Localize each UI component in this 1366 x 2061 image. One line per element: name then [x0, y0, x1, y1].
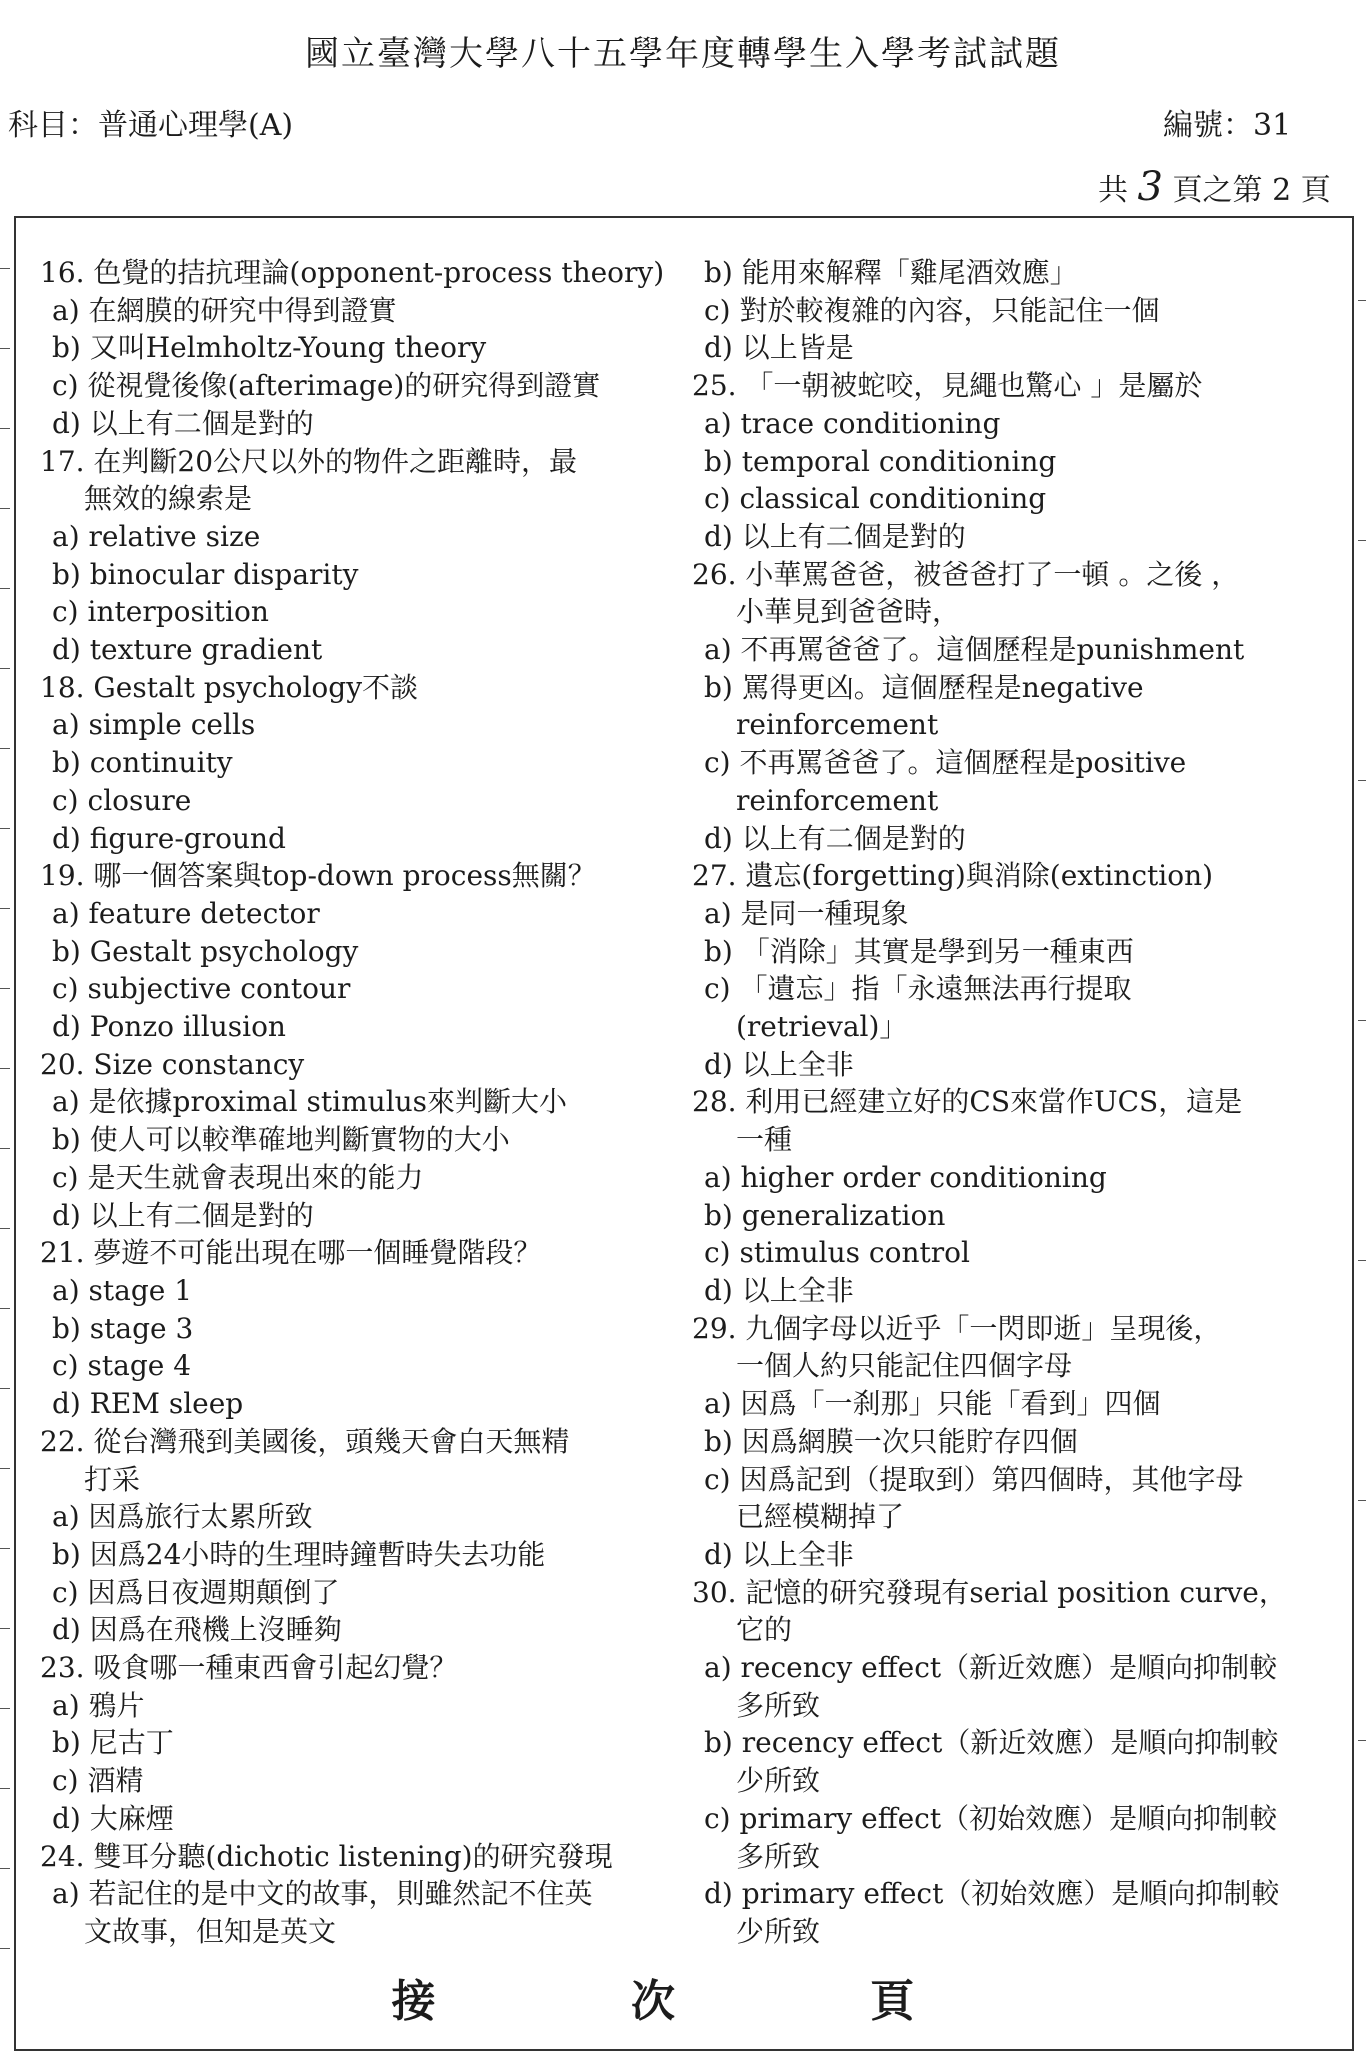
margin-tick — [0, 428, 10, 429]
option: c) 不再罵爸爸了。這個歷程是positive — [704, 746, 1187, 780]
option: b) 又叫Helmholtz-Young theory — [52, 331, 487, 365]
option: c) closure — [52, 783, 192, 817]
right-column — [692, 254, 1332, 1951]
option-continuation: reinforcement — [736, 708, 939, 742]
option: d) 因爲在飛機上沒睡夠 — [52, 1613, 342, 1647]
option: d) REM sleep — [52, 1387, 244, 1421]
option: b) 尼古丁 — [52, 1726, 174, 1760]
margin-tick — [0, 1628, 10, 1629]
margin-tick — [0, 1308, 10, 1309]
option: c) subjective contour — [52, 972, 351, 1006]
question-22: 22. 從台灣飛到美國後，頭幾天會白天無精 — [40, 1424, 570, 1458]
margin-tick — [0, 748, 10, 749]
question-18: 18. Gestalt psychology不談 — [40, 670, 419, 704]
option: c) stimulus control — [704, 1236, 970, 1270]
option: b) temporal conditioning — [704, 444, 1057, 478]
option-continuation: 多所致 — [736, 1839, 821, 1873]
option: b) 「消除」其實是學到另一種東西 — [704, 934, 1134, 968]
margin-tick — [0, 1948, 10, 1949]
option: d) 以上有二個是對的 — [704, 821, 966, 855]
option: b) 罵得更凶。這個歷程是negative — [704, 670, 1144, 704]
option: d) 以上有二個是對的 — [52, 406, 314, 440]
page-info — [1098, 164, 1331, 210]
margin-tick — [1358, 540, 1366, 541]
margin-tick — [0, 908, 10, 909]
option: b) continuity — [52, 746, 233, 780]
option: a) 不再罵爸爸了。這個歷程是punishment — [704, 633, 1245, 667]
option: a) 因爲旅行太累所致 — [52, 1500, 313, 1534]
continued-next-page: 接 次 頁 — [391, 1976, 975, 2027]
option: a) recency effect（新近效應）是順向抑制較 — [704, 1651, 1278, 1685]
option: d) 以上全非 — [704, 1537, 854, 1571]
margin-tick — [1358, 1020, 1366, 1021]
option: d) 以上皆是 — [704, 331, 854, 365]
option: a) relative size — [52, 519, 261, 553]
option-continuation: 已經模糊掉了 — [736, 1500, 905, 1534]
option: c) 對於較複雜的內容，只能記住一個 — [704, 293, 1160, 327]
question-20: 20. Size constancy — [40, 1047, 305, 1081]
option: c) primary effect（初始效應）是順向抑制較 — [704, 1801, 1278, 1835]
option: b) 能用來解釋「雞尾酒效應」 — [704, 256, 1078, 289]
question-continuation: 一種 — [736, 1123, 793, 1157]
margin-tick — [0, 828, 10, 829]
option: d) texture gradient — [52, 633, 323, 667]
exam-code: 編號：31 — [1163, 108, 1292, 143]
option: c) 「遺忘」指「永遠無法再行提取 — [704, 972, 1132, 1006]
option-continuation: 文故事，但知是英文 — [84, 1914, 337, 1948]
margin-tick — [1358, 780, 1366, 781]
option: d) Ponzo illusion — [52, 1010, 286, 1044]
question-continuation: 無效的線索是 — [84, 482, 253, 516]
margin-tick — [0, 348, 10, 349]
option: c) 酒精 — [52, 1764, 144, 1798]
question-continuation: 一個人約只能記住四個字母 — [736, 1349, 1073, 1383]
option: c) 因爲日夜週期顛倒了 — [52, 1575, 340, 1609]
question-19: 19. 哪一個答案與top-down process無關？ — [40, 859, 596, 893]
margin-tick — [0, 1548, 10, 1549]
option: c) 從視覺後像(afterimage)的研究得到證實 — [52, 369, 601, 403]
margin-tick — [0, 268, 10, 269]
option-continuation: (retrieval)」 — [736, 1010, 908, 1044]
margin-tick — [0, 1468, 10, 1469]
option: b) stage 3 — [52, 1311, 194, 1345]
option: d) 以上全非 — [704, 1273, 854, 1307]
option: c) 因爲記到（提取到）第四個時，其他字母 — [704, 1462, 1244, 1496]
option: b) binocular disparity — [52, 557, 359, 591]
margin-tick — [0, 1788, 10, 1789]
question-16: 16. 色覺的拮抗理論(opponent-process theory) — [40, 256, 665, 289]
margin-tick — [0, 1148, 10, 1149]
margin-tick — [1358, 300, 1366, 301]
question-21: 21. 夢遊不可能出現在哪一個睡覺階段？ — [40, 1236, 542, 1270]
option: b) Gestalt psychology — [52, 934, 359, 968]
option-continuation: reinforcement — [736, 783, 939, 817]
option: d) 以上有二個是對的 — [704, 519, 966, 553]
option: a) 是依據proximal stimulus來判斷大小 — [52, 1085, 568, 1119]
option: b) recency effect（新近效應）是順向抑制較 — [704, 1726, 1279, 1760]
option: a) trace conditioning — [704, 406, 1001, 440]
question-continuation: 小華見到爸爸時， — [736, 595, 961, 629]
option: a) 因爲「一刹那」只能「看到」四個 — [704, 1387, 1161, 1421]
margin-tick — [0, 588, 10, 589]
question-continuation: 它的 — [736, 1613, 793, 1647]
option: b) 使人可以較準確地判斷實物的大小 — [52, 1123, 510, 1157]
option-continuation: 少所致 — [736, 1914, 821, 1948]
option: d) primary effect（初始效應）是順向抑制較 — [704, 1877, 1280, 1911]
option: b) generalization — [704, 1198, 946, 1232]
option-continuation: 多所致 — [736, 1688, 821, 1722]
question-26: 26. 小華罵爸爸，被爸爸打了一頓 。之後 ， — [692, 557, 1240, 591]
margin-tick — [0, 1068, 10, 1069]
option: d) 以上有二個是對的 — [52, 1198, 314, 1232]
question-17: 17. 在判斷20公尺以外的物件之距離時，最 — [40, 444, 578, 478]
question-24: 24. 雙耳分聽(dichotic listening)的研究發現 — [40, 1839, 613, 1873]
subject-label: 科目：普通心理學(A) — [8, 108, 294, 143]
margin-tick — [0, 1388, 10, 1389]
question-27: 27. 遺忘(forgetting)與消除(extinction) — [692, 859, 1214, 893]
option: a) stage 1 — [52, 1273, 193, 1307]
option: c) interposition — [52, 595, 269, 629]
option: c) classical conditioning — [704, 482, 1047, 516]
option: a) higher order conditioning — [704, 1160, 1107, 1194]
exam-title: 國立臺灣大學八十五學年度轉學生入學考試試題 — [305, 34, 1061, 74]
option: a) feature detector — [52, 896, 320, 930]
margin-tick — [1358, 1740, 1366, 1741]
question-23: 23. 吸食哪一種東西會引起幻覺？ — [40, 1651, 458, 1685]
option: a) 是同一種現象 — [704, 896, 909, 930]
option: d) figure-ground — [52, 821, 286, 855]
margin-tick — [0, 1228, 10, 1229]
option: c) stage 4 — [52, 1349, 192, 1383]
margin-tick — [1358, 1500, 1366, 1501]
question-28: 28. 利用已經建立好的CS來當作UCS，這是 — [692, 1085, 1243, 1119]
option: a) 鴉片 — [52, 1688, 145, 1722]
margin-tick — [0, 508, 10, 509]
question-25: 25. 「一朝被蛇咬，見繩也驚心 」是屬於 — [692, 369, 1203, 403]
option: a) 在網膜的研究中得到證實 — [52, 293, 397, 327]
question-continuation: 打采 — [84, 1462, 141, 1496]
option-continuation: 少所致 — [736, 1764, 821, 1798]
left-column — [40, 254, 680, 1951]
option: b) 因爲網膜一次只能貯存四個 — [704, 1424, 1078, 1458]
question-29: 29. 九個字母以近乎「一閃即逝」呈現後， — [692, 1311, 1222, 1345]
option: d) 以上全非 — [704, 1047, 854, 1081]
margin-tick — [0, 988, 10, 989]
page-total: 3 — [1137, 164, 1163, 210]
margin-tick — [0, 1708, 10, 1709]
option: c) 是天生就會表現出來的能力 — [52, 1160, 424, 1194]
option: b) 因爲24小時的生理時鐘暫時失去功能 — [52, 1537, 546, 1571]
option: a) 若記住的是中文的故事，則雖然記不住英 — [52, 1877, 593, 1911]
question-30: 30. 記憶的研究發現有serial position curve， — [692, 1575, 1287, 1609]
margin-tick — [0, 668, 10, 669]
page-prefix: 共 — [1098, 173, 1128, 208]
option: d) 大麻煙 — [52, 1801, 174, 1835]
page-suffix: 頁之第 2 頁 — [1172, 173, 1331, 208]
margin-tick — [0, 1868, 10, 1869]
option: a) simple cells — [52, 708, 256, 742]
margin-tick — [1358, 1260, 1366, 1261]
